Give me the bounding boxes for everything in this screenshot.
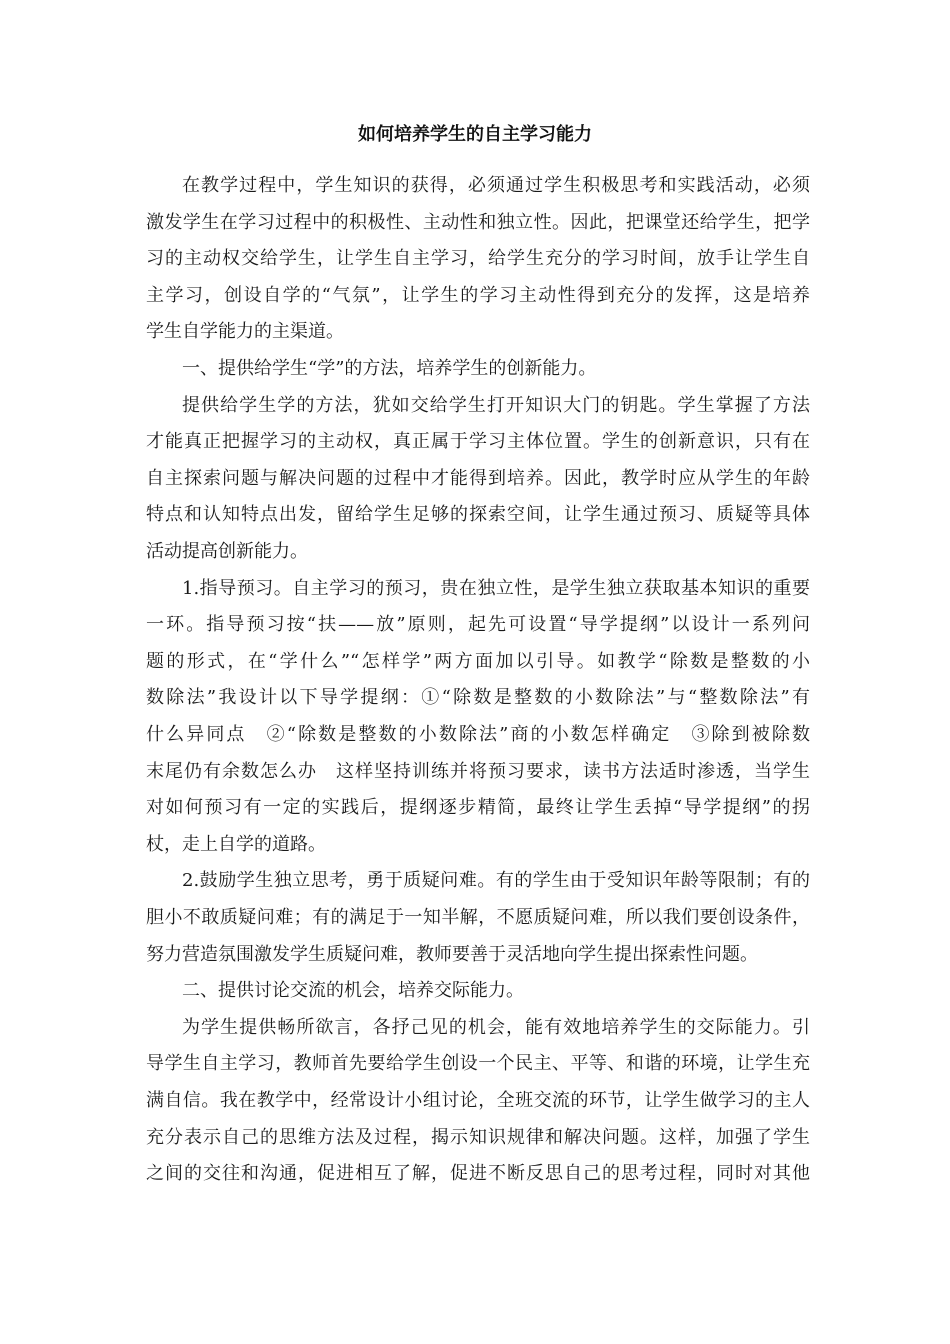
paragraph-line: 为学生提供畅所欲言，各抒己见的机会，能有效地培养学生的交际能力。引	[182, 1016, 810, 1038]
paragraph-line: 提供给学生学的方法，犹如交给学生打开知识大门的钥匙。学生掌握了方法	[182, 394, 810, 416]
paragraph-line: 活动提高创新能力。	[146, 541, 308, 562]
paragraph-line: 之间的交往和沟通，促进相互了解，促进不断反思自己的思考过程，同时对其他	[146, 1163, 810, 1185]
paragraph-line: 满自信。我在教学中，经常设计小组讨论，全班交流的环节，让学生做学习的主人	[146, 1090, 810, 1111]
paragraph-line: 激发学生在学习过程中的积极性、主动性和独立性。因此，把课堂还给学生，把学	[146, 211, 810, 233]
paragraph-line: 自主探索问题与解决问题的过程中才能得到培养。因此，教学时应从学生的年龄	[146, 467, 810, 489]
paragraph-line: 一环。指导预习按“扶——放”原则，起先可设置“导学提纲”以设计一系列问	[146, 614, 810, 636]
paragraph-line: 对如何预习有一定的实践后，提纲逐步精简，最终让学生丢掉“导学提纲”的拐	[146, 797, 810, 819]
paragraph-line: 什么异同点 ②“除数是整数的小数除法”商的小数怎样确定 ③除到被除数	[146, 724, 810, 745]
paragraph-line: 杖，走上自学的道路。	[146, 833, 326, 855]
paragraph-line: 末尾仍有余数怎么办 这样坚持训练并将预习要求，读书方法适时渗透，当学生	[146, 760, 810, 782]
paragraph-line: 才能真正把握学习的主动权，真正属于学习主体位置。学生的创新意识，只有在	[146, 431, 810, 453]
paragraph-line: 数除法”我设计以下导学提纲：①“除数是整数的小数除法”与“整数除法”有	[146, 687, 810, 709]
paragraph-line: 努力营造氛围激发学生质疑问难，教师要善于灵活地向学生提出探索性问题。	[146, 943, 758, 965]
paragraph-line: 主学习，创设自学的“气氛”，让学生的学习主动性得到充分的发挥，这是培养	[146, 284, 810, 306]
paragraph-line: 习的主动权交给学生，让学生自主学习，给学生充分的学习时间，放手让学生自	[146, 248, 810, 270]
paragraph-line: 题的形式，在“学什么”“怎样学”两方面加以引导。如教学“除数是整数的小	[146, 650, 810, 672]
paragraph-line: 特点和认知特点出发，留给学生足够的探索空间，让学生通过预习、质疑等具体	[146, 504, 810, 526]
paragraph-line: 一、提供给学生“学”的方法，培养学生的创新能力。	[182, 358, 597, 379]
paragraph-line: 1.指导预习。自主学习的预习，贵在独立性，是学生独立获取基本知识的重要	[182, 577, 810, 599]
paragraph-line: 二、提供讨论交流的机会，培养交际能力。	[182, 980, 524, 1002]
paragraph-line: 在教学过程中，学生知识的获得，必须通过学生积极思考和实践活动，必须	[182, 175, 810, 196]
paragraph-line: 2.鼓励学生独立思考，勇于质疑问难。有的学生由于受知识年龄等限制；有的	[182, 870, 810, 892]
paragraph-line: 充分表示自己的思维方法及过程，揭示知识规律和解决问题。这样，加强了学生	[146, 1126, 810, 1148]
paragraph-line: 胆小不敢质疑问难；有的满足于一知半解，不愿质疑问难，所以我们要创设条件，	[146, 907, 810, 928]
document-title: 如何培养学生的自主学习能力	[358, 124, 592, 145]
paragraph-line: 学生自学能力的主渠道。	[146, 321, 344, 343]
paragraph-line: 导学生自主学习，教师首先要给学生创设一个民主、平等、和谐的环境，让学生充	[146, 1053, 810, 1075]
